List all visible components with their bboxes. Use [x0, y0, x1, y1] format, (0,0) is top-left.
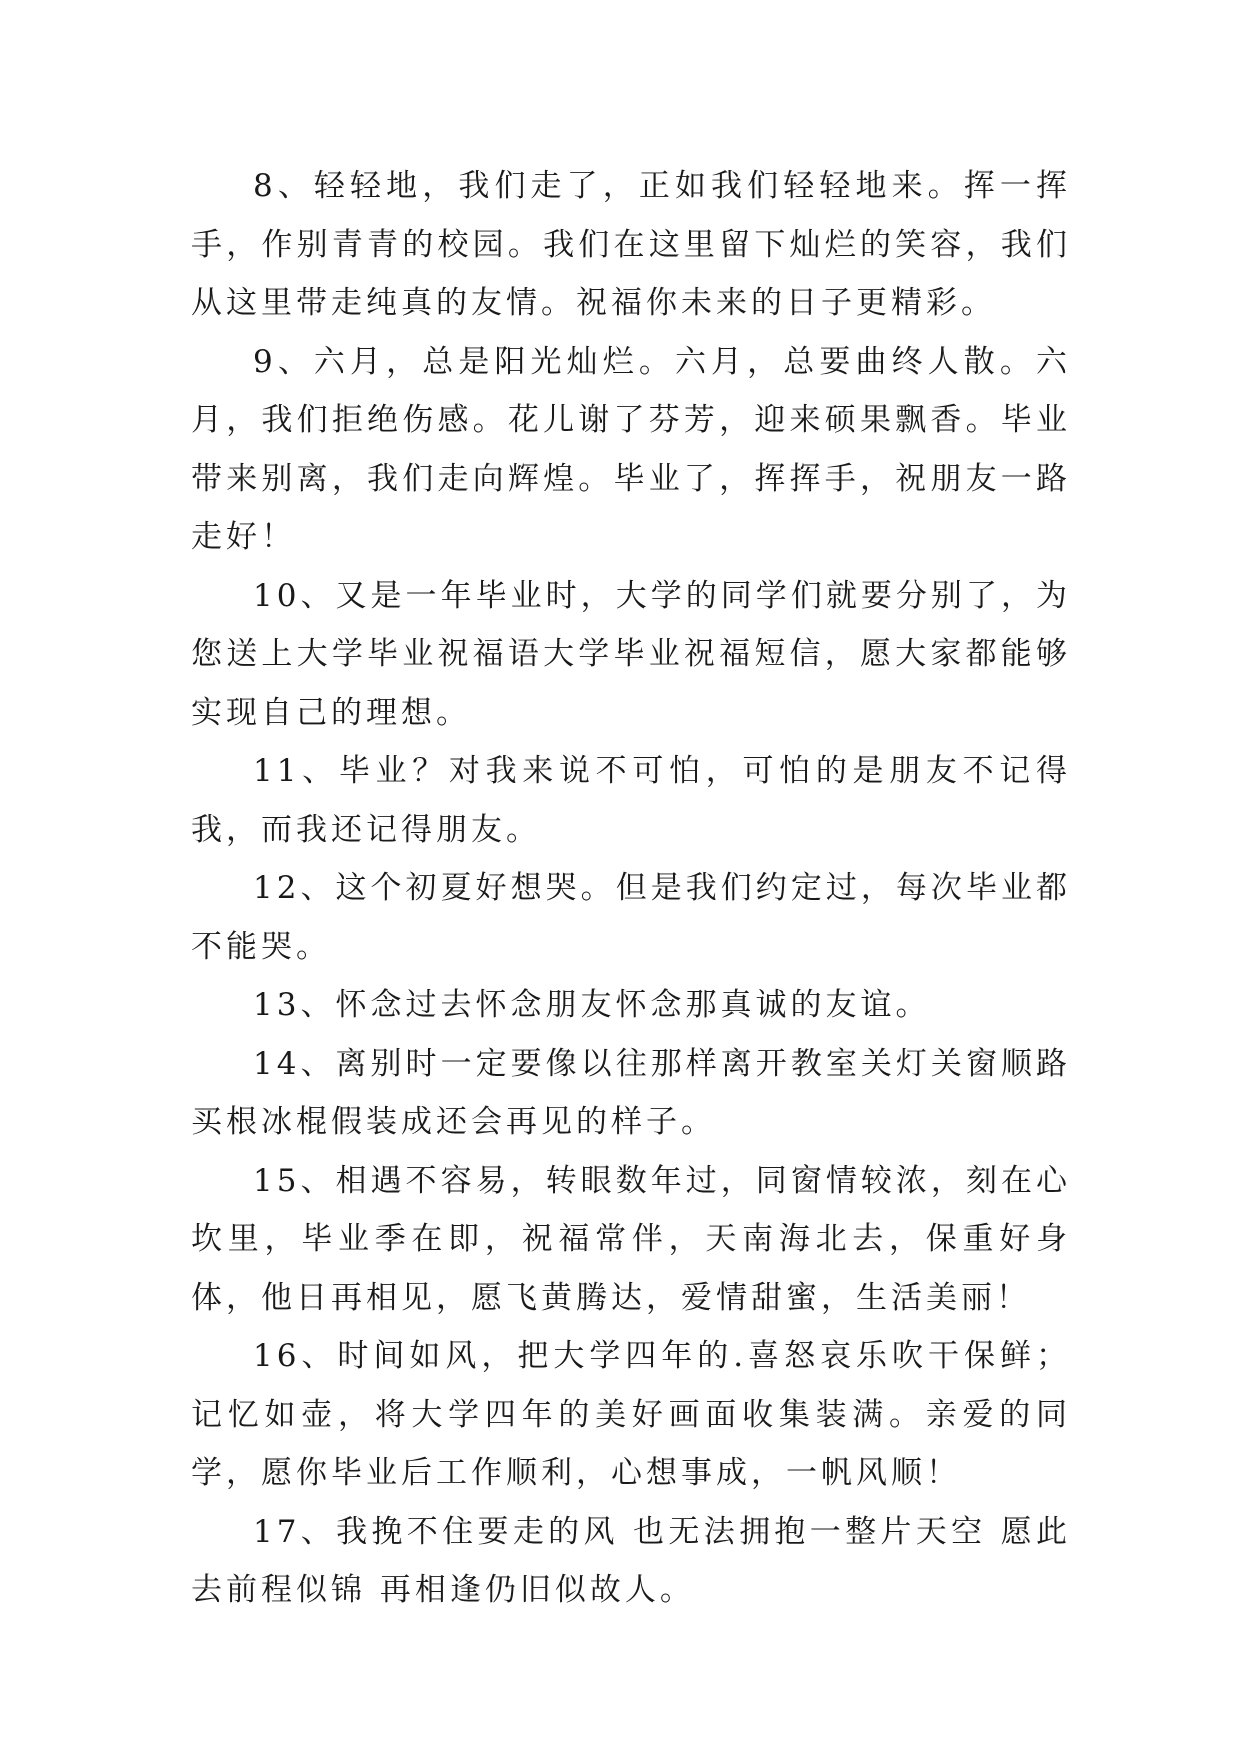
paragraph-11: 11、毕业？对我来说不可怕，可怕的是朋友不记得我，而我还记得朋友。: [191, 753, 1071, 848]
paragraph-17: 17、我挽不住要走的风 也无法拥抱一整片天空 愿此去前程似锦 再相逢仍旧似故人。: [191, 1513, 1071, 1608]
paragraph-16: 16、时间如风，把大学四年的.喜怒哀乐吹干保鲜；记忆如壶，将大学四年的美好画面收集装满。亲爱的同学，愿你毕业后工作顺利，心想事成，一帆风顺！: [191, 1338, 1071, 1491]
document-body: [191, 157, 1071, 1620]
paragraph-12: 12、这个初夏好想哭。但是我们约定过，每次毕业都不能哭。: [191, 870, 1071, 965]
paragraph-9: 9、六月，总是阳光灿烂。六月，总要曲终人散。六月，我们拒绝伤感。花儿谢了芬芳，迎来硕果飘香。毕业带来别离，我们走向辉煌。毕业了，挥挥手，祝朋友一路走好！: [191, 343, 1071, 555]
paragraph-8: 8、轻轻地，我们走了，正如我们轻轻地来。挥一挥手，作别青青的校园。我们在这里留下灿烂的笑容，我们从这里带走纯真的友情。祝福你未来的日子更精彩。: [191, 168, 1071, 321]
paragraph-10: 10、又是一年毕业时，大学的同学们就要分别了，为您送上大学毕业祝福语大学毕业祝福短信，愿大家都能够实现自己的理想。: [191, 577, 1071, 731]
paragraph-13: 13、怀念过去怀念朋友怀念那真诚的友谊。: [253, 987, 931, 1023]
paragraph-14: 14、离别时一定要像以往那样离开教室关灯关窗顺路买根冰棍假装成还会再见的样子。: [191, 1045, 1071, 1140]
paragraph-15: 15、相遇不容易，转眼数年过，同窗情较浓，刻在心坎里，毕业季在即，祝福常伴，天南海北去，保重好身体，他日再相见，愿飞黄腾达，爱情甜蜜，生活美丽！: [191, 1162, 1071, 1316]
